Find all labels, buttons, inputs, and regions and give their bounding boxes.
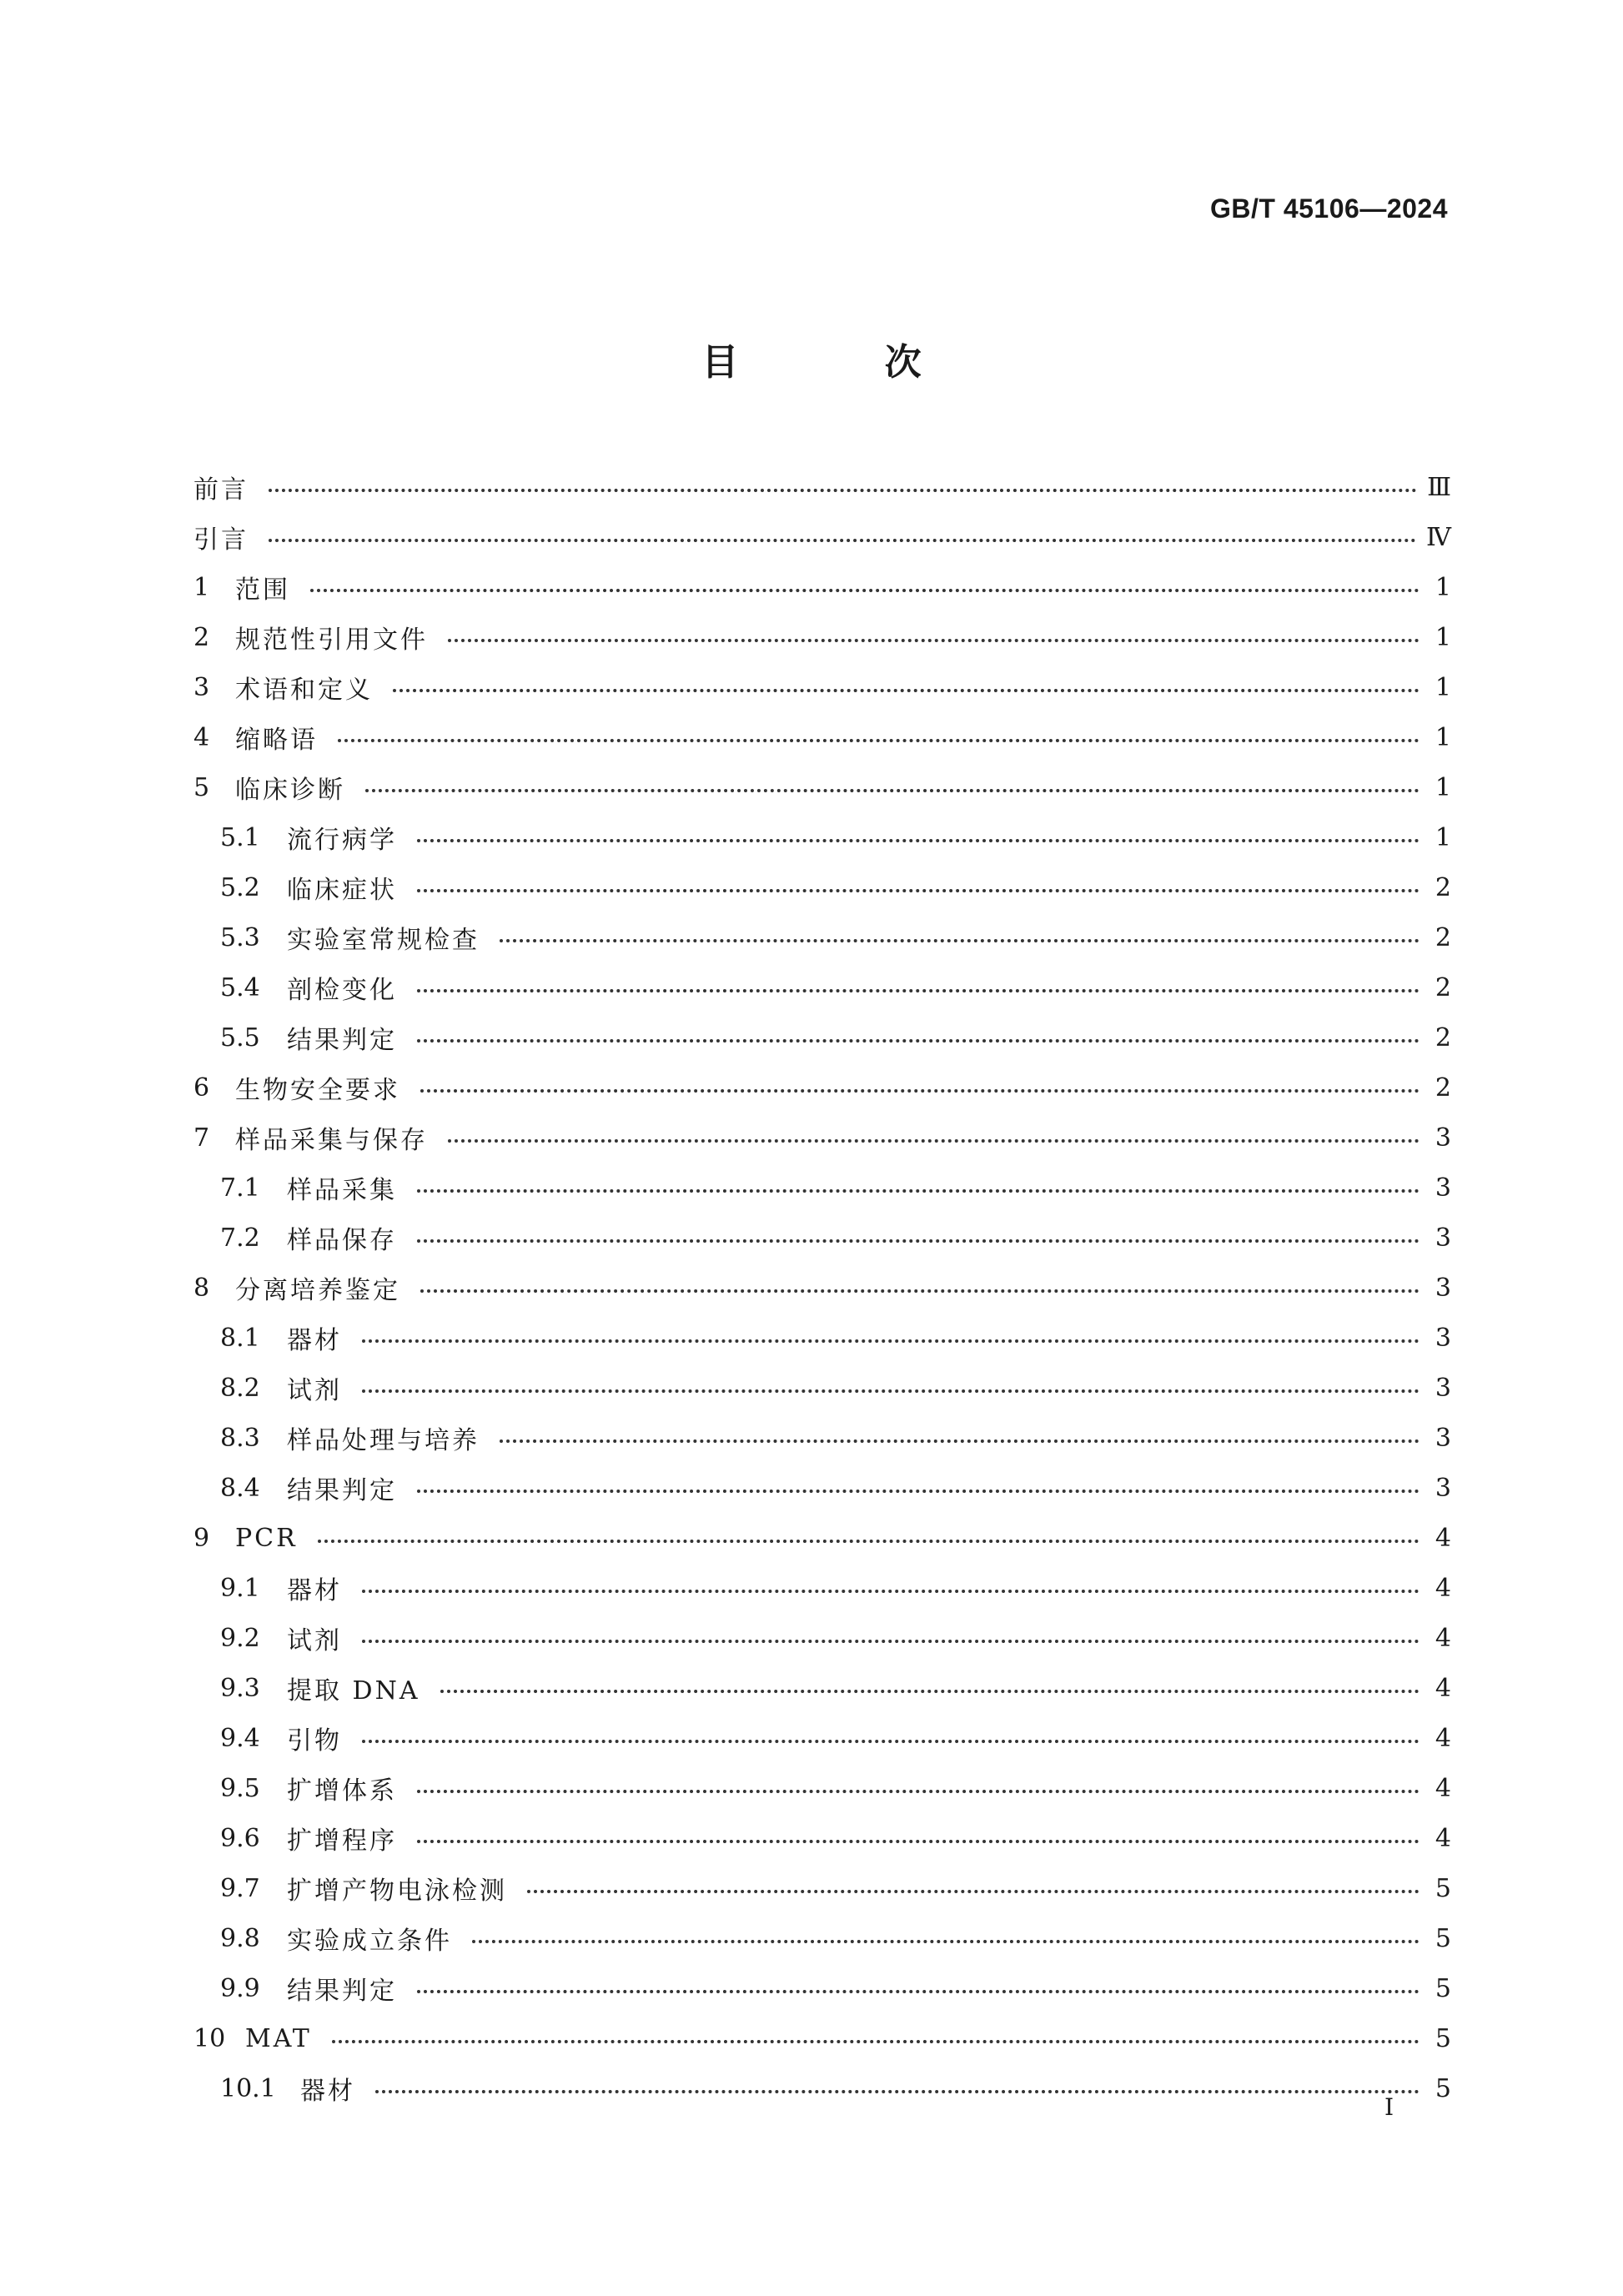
toc-page-number: 4 <box>1435 1573 1451 1603</box>
toc-entry-title: 缩略语 <box>235 726 318 755</box>
toc-entry-title: 样品采集与保存 <box>235 1126 428 1155</box>
toc-entry-number: 9.6 <box>220 1823 260 1853</box>
toc-page-number: 5 <box>1435 2023 1451 2053</box>
toc-entry-title: 生物安全要求 <box>235 1076 400 1105</box>
toc-entry-title: 器材 <box>287 1576 342 1605</box>
toc-entry-title: 扩增体系 <box>287 1776 397 1806</box>
toc-entry-number: 9.8 <box>220 1923 260 1953</box>
toc-dot-leader <box>362 1640 1419 1643</box>
toc-entry-title: 器材 <box>287 1326 342 1355</box>
toc-entry-title: 临床症状 <box>287 876 397 905</box>
toc-entry-number: 2 <box>193 622 210 652</box>
toc-entry[interactable] <box>193 1863 1451 1913</box>
toc-dot-leader <box>472 1940 1419 1943</box>
toc-page-number: 4 <box>1435 1623 1451 1653</box>
toc-dot-leader <box>420 1089 1419 1093</box>
toc-page-number: 3 <box>1435 1273 1451 1303</box>
toc-entry-title: 引言 <box>193 525 249 555</box>
toc-entry[interactable] <box>193 812 1451 862</box>
toc-page-number: 1 <box>1435 622 1451 652</box>
toc-entry[interactable] <box>193 1463 1451 1513</box>
toc-entry-title: 结果判定 <box>287 1977 397 2006</box>
toc-entry-number: 5 <box>193 772 210 802</box>
toc-title: 目 次 <box>701 341 988 384</box>
toc-entry-title: 扩增程序 <box>287 1826 397 1856</box>
toc-page-number: 5 <box>1435 1923 1451 1953</box>
toc-entry-title: 器材 <box>300 2077 355 2106</box>
toc-entry-title: 实验室常规检查 <box>287 926 480 955</box>
toc-entry-number: 8.3 <box>220 1423 260 1453</box>
toc-entry[interactable] <box>193 462 1451 512</box>
toc-entry-number: 8.1 <box>220 1323 260 1353</box>
toc-dot-leader <box>417 1790 1419 1793</box>
toc-entry[interactable] <box>193 1163 1451 1213</box>
toc-dot-leader <box>440 1690 1419 1693</box>
toc-entry-number: 4 <box>193 722 210 752</box>
toc-dot-leader <box>362 1740 1419 1743</box>
toc-page-number: 3 <box>1435 1373 1451 1403</box>
toc-dot-leader <box>269 489 1417 492</box>
toc-dot-leader <box>527 1890 1419 1893</box>
toc-dot-leader <box>417 1239 1419 1243</box>
toc-entry-title: 临床诊断 <box>235 776 345 805</box>
toc-dot-leader <box>448 639 1419 642</box>
toc-dot-leader <box>420 1289 1419 1293</box>
toc-entry-title: 结果判定 <box>287 1026 397 1055</box>
toc-dot-leader <box>338 739 1419 742</box>
toc-dot-leader <box>417 839 1419 842</box>
toc-dot-leader <box>417 889 1419 892</box>
toc-entry-number: 8.2 <box>220 1373 260 1403</box>
toc-entry-title: 样品保存 <box>287 1226 397 1255</box>
toc-dot-leader <box>365 789 1419 792</box>
toc-entry-number: 7 <box>193 1123 210 1153</box>
toc-entry-number: 9.1 <box>220 1573 260 1603</box>
toc-dot-leader <box>417 989 1419 992</box>
toc-entry[interactable] <box>193 1713 1451 1763</box>
toc-page-number: 2 <box>1435 1022 1451 1053</box>
toc-page-number: 4 <box>1435 1723 1451 1753</box>
toc-page-number: 4 <box>1435 1673 1451 1703</box>
toc-entry-title: MAT <box>245 2023 312 2053</box>
toc-entry[interactable] <box>193 1813 1451 1863</box>
toc-entry-number: 5.5 <box>220 1022 260 1053</box>
toc-entry[interactable] <box>193 1213 1451 1263</box>
toc-entry-number: 8 <box>193 1273 210 1303</box>
toc-entry-number: 9.7 <box>220 1873 260 1903</box>
toc-entry-number: 5.2 <box>220 872 260 902</box>
toc-entry[interactable] <box>193 1413 1451 1463</box>
toc-entry-title: 样品处理与培养 <box>287 1426 480 1455</box>
toc-entry-number: 1 <box>193 572 210 602</box>
toc-dot-leader <box>310 589 1419 592</box>
toc-dot-leader <box>269 539 1416 542</box>
toc-entry-title: 范围 <box>235 575 290 605</box>
toc-entry[interactable] <box>193 1313 1451 1363</box>
toc-entry[interactable] <box>193 1563 1451 1613</box>
toc-entry[interactable] <box>193 912 1451 962</box>
toc-page-number: 3 <box>1435 1473 1451 1503</box>
toc-entry-number: 10.1 <box>220 2073 276 2103</box>
toc-page-number: 1 <box>1435 672 1451 702</box>
toc-entry[interactable] <box>193 2013 1451 2063</box>
toc-page-number: 5 <box>1435 1873 1451 1903</box>
toc-dot-leader <box>417 1189 1419 1193</box>
toc-page-number: 4 <box>1435 1523 1451 1553</box>
toc-page-number: 2 <box>1435 1073 1451 1103</box>
toc-entry-number: 9.3 <box>220 1673 260 1703</box>
toc-dot-leader <box>500 1439 1419 1443</box>
toc-entry-number: 5.3 <box>220 922 260 952</box>
toc-entry-title: 扩增产物电泳检测 <box>287 1876 507 1906</box>
toc-entry-title: 试剂 <box>287 1626 342 1655</box>
toc-entry-title: 流行病学 <box>287 826 397 855</box>
toc-entry[interactable] <box>193 1913 1451 1963</box>
toc-entry[interactable] <box>193 1613 1451 1663</box>
toc-page-number: 4 <box>1435 1823 1451 1853</box>
toc-page-number: 3 <box>1435 1173 1451 1203</box>
toc-entry-number: 9.4 <box>220 1723 260 1753</box>
toc-entry-number: 3 <box>193 672 210 702</box>
toc-entry-title: 前言 <box>193 475 249 505</box>
toc-page-number: 2 <box>1435 922 1451 952</box>
toc-entry-number: 9.2 <box>220 1623 260 1653</box>
toc-entry-number: 9.5 <box>220 1773 260 1803</box>
toc-entry-title: 样品采集 <box>287 1176 397 1205</box>
toc-entry-title: 结果判定 <box>287 1476 397 1505</box>
toc-entry[interactable] <box>193 562 1451 612</box>
toc-list <box>193 462 1451 2113</box>
toc-page-number: 3 <box>1435 1123 1451 1153</box>
toc-entry-number: 7.1 <box>220 1173 260 1203</box>
toc-entry[interactable] <box>193 862 1451 912</box>
toc-page-number: 5 <box>1435 2073 1451 2103</box>
toc-page-number: 3 <box>1435 1323 1451 1353</box>
toc-page-number: 3 <box>1435 1423 1451 1453</box>
toc-entry-title: 试剂 <box>287 1376 342 1405</box>
toc-entry-title: 提取 DNA <box>287 1676 420 1706</box>
toc-entry-number: 7.2 <box>220 1223 260 1253</box>
toc-page-number: 1 <box>1435 822 1451 852</box>
toc-entry[interactable] <box>193 962 1451 1012</box>
toc-entry-number: 6 <box>193 1073 210 1103</box>
toc-page-number: 1 <box>1435 722 1451 752</box>
toc-entry[interactable] <box>193 1263 1451 1313</box>
toc-entry-title: 分离培养鉴定 <box>235 1276 400 1305</box>
toc-entry[interactable] <box>193 1513 1451 1563</box>
toc-page-number: 5 <box>1435 1973 1451 2003</box>
toc-entry[interactable] <box>193 612 1451 662</box>
toc-entry-title: 规范性引用文件 <box>235 625 428 655</box>
toc-entry[interactable] <box>193 1763 1451 1813</box>
toc-entry-title: 实验成立条件 <box>287 1927 452 1956</box>
toc-page-number: Ⅳ <box>1426 522 1451 552</box>
page-number: I <box>1384 2093 1394 2121</box>
toc-entry-number: 9 <box>193 1523 210 1553</box>
toc-entry[interactable] <box>193 1113 1451 1163</box>
toc-entry-title: 术语和定义 <box>235 676 373 705</box>
toc-dot-leader <box>417 1490 1419 1493</box>
toc-entry-number: 5.1 <box>220 822 260 852</box>
toc-entry-title: 剖检变化 <box>287 976 397 1005</box>
toc-dot-leader <box>362 1590 1419 1593</box>
toc-entry-number: 10 <box>193 2023 226 2053</box>
toc-entry[interactable] <box>193 2063 1451 2113</box>
toc-dot-leader <box>393 689 1419 692</box>
toc-page-number: 1 <box>1435 572 1451 602</box>
toc-dot-leader <box>417 1840 1419 1843</box>
toc-entry[interactable] <box>193 1063 1451 1113</box>
toc-dot-leader <box>332 2040 1419 2043</box>
toc-dot-leader <box>362 1339 1419 1343</box>
toc-entry[interactable] <box>193 1363 1451 1413</box>
toc-page-number: 3 <box>1435 1223 1451 1253</box>
toc-page-number: 2 <box>1435 972 1451 1002</box>
toc-entry-title: 引物 <box>287 1726 342 1756</box>
toc-page-number: Ⅲ <box>1427 472 1451 502</box>
toc-dot-leader <box>500 939 1419 942</box>
toc-entry[interactable] <box>193 712 1451 762</box>
toc-dot-leader <box>362 1389 1419 1393</box>
toc-page-number: 4 <box>1435 1773 1451 1803</box>
standard-number: GB/T 45106—2024 <box>1210 193 1448 224</box>
toc-entry-number: 9.9 <box>220 1973 260 2003</box>
toc-dot-leader <box>417 1990 1419 1993</box>
toc-dot-leader <box>375 2090 1419 2093</box>
toc-entry[interactable] <box>193 1012 1451 1063</box>
toc-dot-leader <box>417 1039 1419 1042</box>
toc-entry[interactable] <box>193 662 1451 712</box>
toc-dot-leader <box>318 1540 1419 1543</box>
toc-entry[interactable] <box>193 762 1451 812</box>
toc-entry-number: 8.4 <box>220 1473 260 1503</box>
toc-entry[interactable] <box>193 1963 1451 2013</box>
toc-page-number: 2 <box>1435 872 1451 902</box>
toc-dot-leader <box>448 1139 1419 1143</box>
toc-entry[interactable] <box>193 512 1451 562</box>
toc-entry-title: PCR <box>235 1523 298 1553</box>
toc-page-number: 1 <box>1435 772 1451 802</box>
toc-entry[interactable] <box>193 1663 1451 1713</box>
toc-entry-number: 5.4 <box>220 972 260 1002</box>
